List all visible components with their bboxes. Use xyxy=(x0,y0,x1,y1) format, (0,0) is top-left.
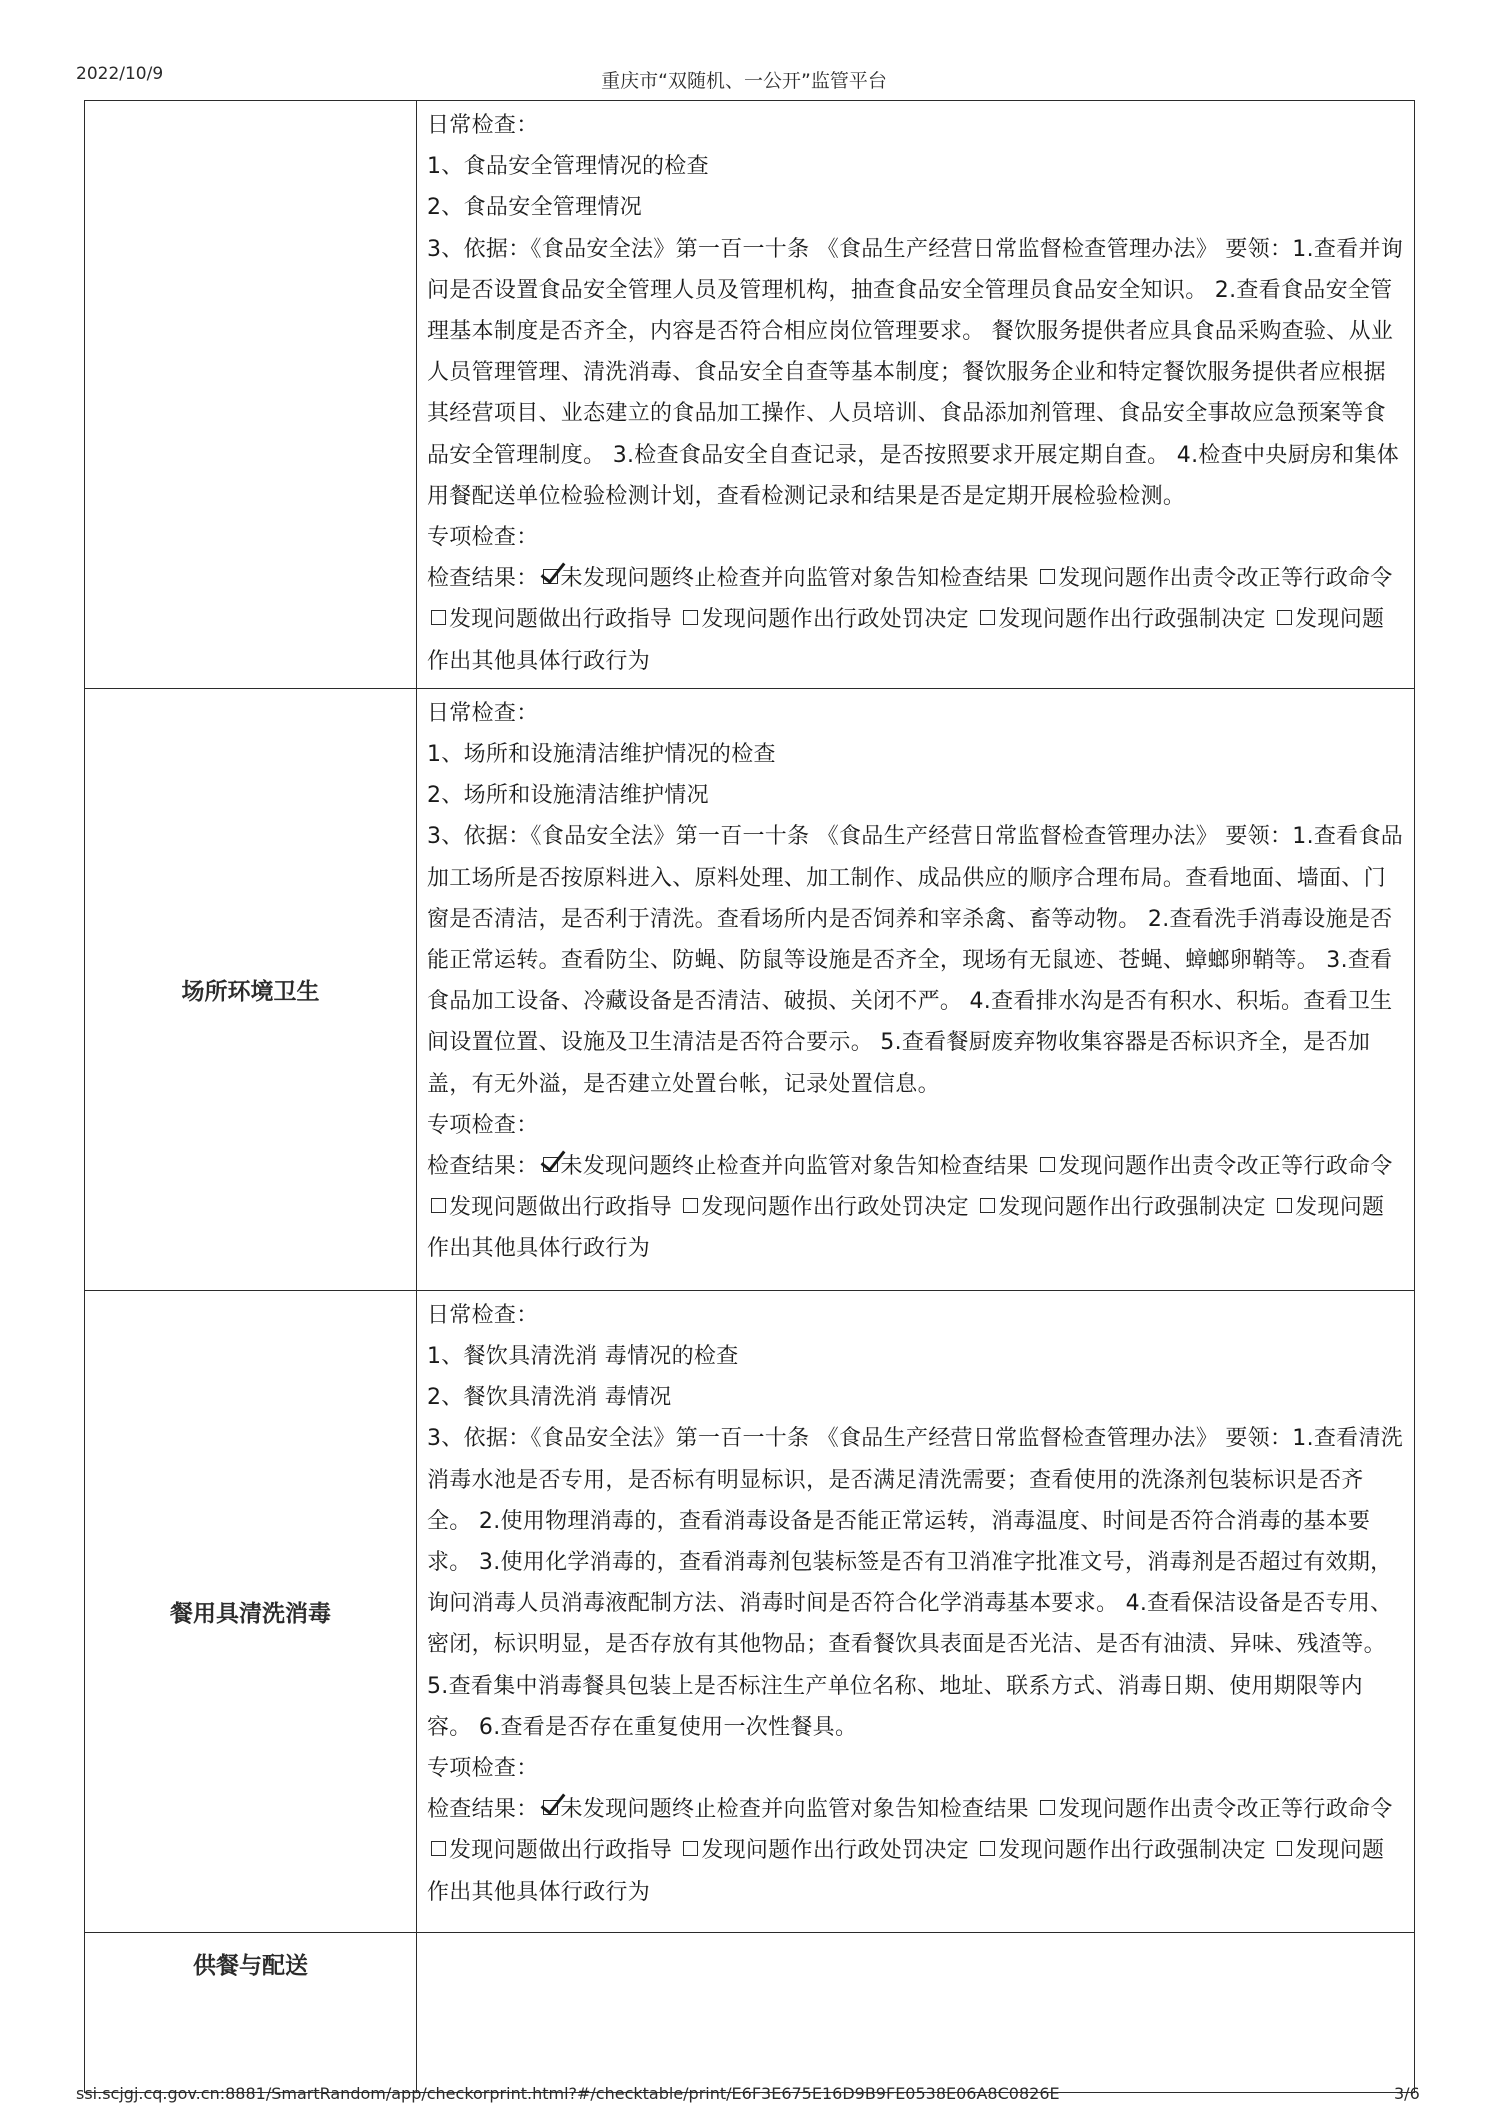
result-option: 发现问题做出行政指导 xyxy=(449,1838,673,1864)
check-result xyxy=(427,1789,1404,1913)
checkbox xyxy=(1040,569,1055,584)
checkbox xyxy=(431,1841,446,1856)
check-item: 2、餐饮具清洗消 毒情况 xyxy=(427,1385,672,1411)
result-option: 未发现问题终止检查并向监管对象告知检查结果 xyxy=(560,1154,1029,1180)
checkbox xyxy=(683,1841,698,1856)
checkbox xyxy=(1040,1800,1055,1815)
result-option: 发现问题作出其他具体行政行为 xyxy=(427,607,1385,674)
result-option: 发现问题作出行政处罚决定 xyxy=(701,1838,969,1864)
checkbox xyxy=(431,610,446,625)
category-cell: 供餐与配送 xyxy=(85,1932,417,2092)
checkbox xyxy=(1277,1198,1292,1213)
result-option: 发现问题作出责令改正等行政命令 xyxy=(1058,1797,1393,1823)
table-row xyxy=(85,101,1415,689)
check-basis: 3、依据：《食品安全法》第一百一十条 《食品生产经营日常监督检查管理办法》 要领：1.查看并询问是否设置食品安全管理人员及管理机构，抽查食品安全管理员食品安全知识。 2.查看食品安全管理基本制度是否齐全，内容是否符合相应岗位管理要求。 餐饮服务提供者应具食品采购查验、从业人员管理管理、清洗消毒、食品安全自查等基本制度；餐饮服务企业和特定餐饮服务提供者应根据其经营项目、业态建立的食品加工操作、人员培训、食品添加剂管理、食品安全事故应急预案等食品安全管理制度。 3.检查食品安全自查记录，是否按照要求开展定期自查。 4.检查中央厨房和集体用餐配送单位检验检测计划，查看检测记录和结果是否是定期开展检验检测。 xyxy=(427,236,1404,509)
daily-check-label: 日常检查： xyxy=(427,1302,539,1328)
result-option: 发现问题作出责令改正等行政命令 xyxy=(1058,1154,1393,1180)
check-result xyxy=(427,558,1404,682)
category-cell: 场所环境卫生 xyxy=(85,688,417,1290)
checkbox xyxy=(683,1198,698,1213)
checkbox-checked xyxy=(543,569,558,584)
daily-check-label: 日常检查： xyxy=(427,700,539,726)
result-option: 发现问题做出行政指导 xyxy=(449,607,673,633)
check-item: 1、场所和设施清洁维护情况的检查 xyxy=(427,742,776,768)
result-option: 未发现问题终止检查并向监管对象告知检查结果 xyxy=(560,566,1029,592)
page-header-title: 重庆市“双随机、一公开”监管平台 xyxy=(601,70,887,92)
checkbox xyxy=(683,610,698,625)
footer-url: ssi.scjgj.cq.gov.cn:8881/SmartRandom/app/checkorprint.html?#/checktable/print/E6F3E675E16D9B9FE0538E06A8C0826E xyxy=(76,2084,1060,2103)
special-check-label: 专项检查： xyxy=(427,1112,539,1138)
check-item: 2、场所和设施清洁维护情况 xyxy=(427,783,709,809)
result-option: 未发现问题终止检查并向监管对象告知检查结果 xyxy=(560,1797,1029,1823)
checkbox-checked xyxy=(543,1800,558,1815)
check-result-label: 检查结果： xyxy=(427,1797,539,1823)
result-option: 发现问题作出行政处罚决定 xyxy=(701,1195,969,1221)
check-result-label: 检查结果： xyxy=(427,566,539,592)
result-option: 发现问题作出行政处罚决定 xyxy=(701,607,969,633)
check-item: 2、食品安全管理情况 xyxy=(427,195,642,221)
result-option: 发现问题作出行政强制决定 xyxy=(998,1838,1266,1864)
checkbox xyxy=(1277,1841,1292,1856)
check-basis: 3、依据：《食品安全法》第一百一十条 《食品生产经营日常监督检查管理办法》 要领：1.查看食品加工场所是否按原料进入、原料处理、加工制作、成品供应的顺序合理布局。查看地面、墙面、门窗是否清洁，是否利于清洗。查看场所内是否饲养和宰杀禽、畜等动物。 2.查看洗手消毒设施是否能正常运转。查看防尘、防蝇、防鼠等设施是否齐全，现场有无鼠迹、苍蝇、蟑螂卵鞘等。 3.查看食品加工设备、冷藏设备是否清洁、破损、关闭不严。 4.查看排水沟是否有积水、积垢。查看卫生间设置位置、设施及卫生清洁是否符合要示。 5.查看餐厨废弃物收集容器是否标识齐全，是否加盖，有无外溢，是否建立处置台帐，记录处置信息。 xyxy=(427,824,1404,1097)
checkbox xyxy=(980,1841,995,1856)
checkbox xyxy=(431,1198,446,1213)
special-check-label: 专项检查： xyxy=(427,525,539,551)
table-row xyxy=(85,1290,1415,1932)
check-basis: 3、依据：《食品安全法》第一百一十条 《食品生产经营日常监督检查管理办法》 要领：1.查看清洗消毒水池是否专用，是否标有明显标识，是否满足清洗需要；查看使用的洗涤剂包装标识是否齐全。 2.使用物理消毒的，查看消毒设备是否能正常运转，消毒温度、时间是否符合消毒的基本要求。 3.使用化学消毒的，查看消毒剂包装标签是否有卫消准字批准文号，消毒剂是否超过有效期，询问消毒人员消毒液配制方法、消毒时间是否符合化学消毒基本要求。 4.查看保洁设备是否专用、密闭，标识明显，是否存放有其他物品；查看餐饮具表面是否光洁、是否有油渍、异味、残渣等。 5.查看集中消毒餐具包装上是否标注生产单位名称、地址、联系方式、消毒日期、使用期限等内容。 6.查看是否存在重复使用一次性餐具。 xyxy=(427,1426,1404,1740)
result-option: 发现问题做出行政指导 xyxy=(449,1195,673,1221)
checkbox xyxy=(980,1198,995,1213)
result-option: 发现问题作出行政强制决定 xyxy=(998,607,1266,633)
table-row xyxy=(85,1932,1415,2092)
content-cell xyxy=(417,1932,1415,2092)
page-number: 3/6 xyxy=(1394,2084,1420,2103)
content-cell xyxy=(417,688,1415,1290)
print-date: 2022/10/9 xyxy=(76,64,164,84)
category-cell: 餐用具清洗消毒 xyxy=(85,1290,417,1932)
content-cell xyxy=(417,101,1415,689)
daily-check-label: 日常检查： xyxy=(427,113,539,138)
checkbox xyxy=(1277,610,1292,625)
check-result xyxy=(427,1146,1404,1270)
check-item: 1、餐饮具清洗消 毒情况的检查 xyxy=(427,1344,739,1370)
checkbox-checked xyxy=(543,1157,558,1172)
table-row xyxy=(85,688,1415,1290)
result-option: 发现问题作出责令改正等行政命令 xyxy=(1058,566,1393,592)
check-result-label: 检查结果： xyxy=(427,1154,539,1180)
result-option: 发现问题作出行政强制决定 xyxy=(998,1195,1266,1221)
inspection-table xyxy=(84,100,1415,2093)
checkbox xyxy=(1040,1157,1055,1172)
content-cell xyxy=(417,1290,1415,1932)
special-check-label: 专项检查： xyxy=(427,1756,539,1782)
category-cell xyxy=(85,101,417,689)
check-item: 1、食品安全管理情况的检查 xyxy=(427,154,709,180)
result-option: 发现问题作出其他具体行政行为 xyxy=(427,1195,1385,1262)
checkbox xyxy=(980,610,995,625)
result-option: 发现问题作出其他具体行政行为 xyxy=(427,1838,1385,1905)
